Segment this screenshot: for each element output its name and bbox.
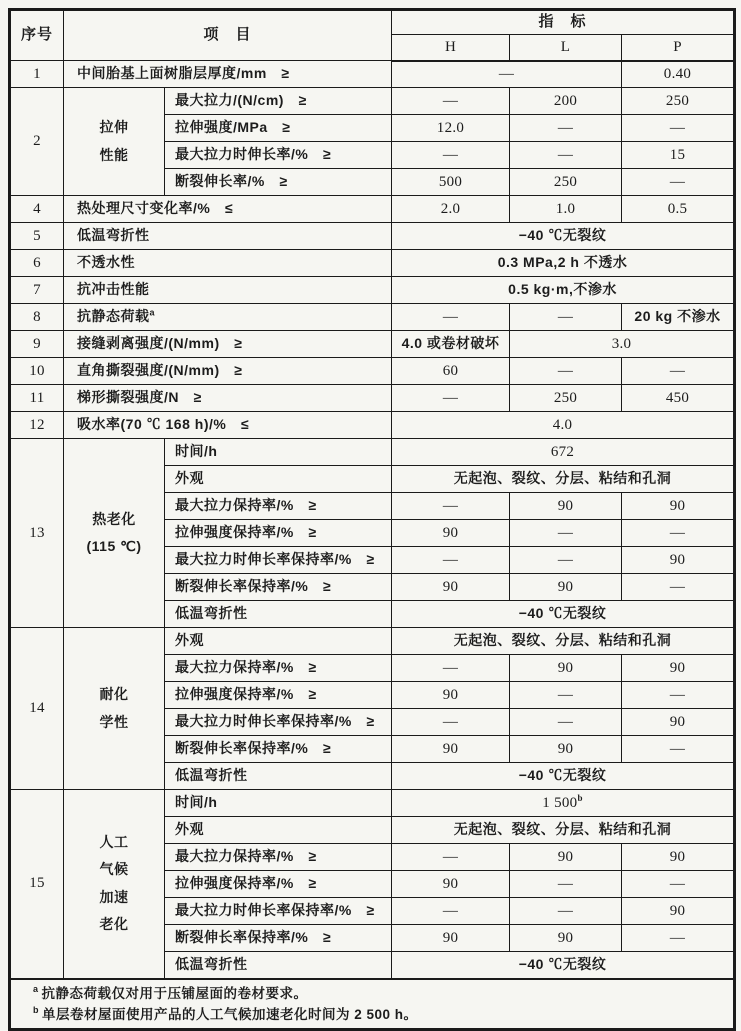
header-index: 指 标	[392, 10, 735, 35]
value-cell-h: 12.0	[392, 115, 510, 142]
value-cell-h: 90	[392, 520, 510, 547]
table-row	[10, 331, 735, 358]
value-cell-h: —	[392, 898, 510, 925]
table-row	[10, 223, 735, 250]
value-cell-l: —	[510, 304, 622, 331]
value-cell-p: 0.40	[622, 61, 735, 88]
value-cell-l: —	[510, 547, 622, 574]
category-line: 性能	[99, 146, 129, 163]
item-cell: 时间/h	[165, 439, 392, 466]
footnote-b-marker: b	[33, 1005, 39, 1015]
value-cell-all: −40 ℃无裂纹	[392, 601, 735, 628]
item-cell: 拉伸强度保持率/% ≥	[165, 871, 392, 898]
item-cell: 拉伸强度/MPa ≥	[165, 115, 392, 142]
value-cell-p: —	[622, 871, 735, 898]
item-cell: 拉伸强度保持率/% ≥	[165, 520, 392, 547]
header-item: 项 目	[64, 10, 392, 61]
value-cell-all: 0.3 MPa,2 h 不透水	[392, 250, 735, 277]
footnote-a-marker: a	[33, 984, 39, 994]
value-cell-p: —	[622, 925, 735, 952]
value-cell-p: —	[622, 682, 735, 709]
item-cell: 低温弯折性	[165, 763, 392, 790]
item-cell: 时间/h	[165, 790, 392, 817]
footnote-row	[10, 979, 735, 1030]
value-cell-h: 90	[392, 574, 510, 601]
item-cell: 中间胎基上面树脂层厚度/mm ≥	[64, 61, 392, 88]
value-cell-h: —	[392, 385, 510, 412]
value-cell-p: 15	[622, 142, 735, 169]
category-line: 老化	[99, 916, 129, 933]
category-line: 人工	[99, 834, 129, 851]
table-row	[10, 385, 735, 412]
value-cell-p: —	[622, 574, 735, 601]
footnote-a-text: 抗静态荷载仅对用于压铺屋面的卷材要求。	[41, 985, 308, 1001]
value-cell-p: —	[622, 736, 735, 763]
item-cell: 最大拉力时伸长率保持率/% ≥	[165, 709, 392, 736]
table-row	[10, 439, 735, 466]
value-cell-h: —	[392, 709, 510, 736]
item-cell: 最大拉力/(N/cm) ≥	[165, 88, 392, 115]
seq-cell: 8	[10, 304, 64, 331]
table-row	[10, 358, 735, 385]
seq-cell: 9	[10, 331, 64, 358]
value-cell-l: —	[510, 358, 622, 385]
category-line: 耐化	[99, 686, 129, 703]
header-seq: 序号	[10, 10, 64, 61]
value-cell-h: —	[392, 844, 510, 871]
seq-cell: 15	[10, 790, 64, 979]
seq-cell: 6	[10, 250, 64, 277]
value-cell-p: 90	[622, 655, 735, 682]
item-cell: 外观	[165, 466, 392, 493]
item-cell: 梯形撕裂强度/N ≥	[64, 385, 392, 412]
seq-cell: 1	[10, 61, 64, 88]
category-line: 拉伸	[99, 119, 129, 136]
value-cell-hl: —	[392, 61, 622, 88]
table-row	[10, 628, 735, 655]
value-cell-p: 250	[622, 88, 735, 115]
value-cell-h: 2.0	[392, 196, 510, 223]
seq-cell: 2	[10, 88, 64, 196]
value-cell-all: 无起泡、裂纹、分层、粘结和孔洞	[392, 466, 735, 493]
value-cell-h: 90	[392, 736, 510, 763]
value-cell-p: 450	[622, 385, 735, 412]
value-cell-all: 4.0	[392, 412, 735, 439]
value-cell-p: 0.5	[622, 196, 735, 223]
item-cell: 直角撕裂强度/(N/mm) ≥	[64, 358, 392, 385]
value-cell-all: 672	[392, 439, 735, 466]
value-cell-all: 无起泡、裂纹、分层、粘结和孔洞	[392, 628, 735, 655]
item-cell: 吸水率(70 ℃ 168 h)/% ≤	[64, 412, 392, 439]
item-cell	[64, 304, 392, 331]
value-cell-l: 90	[510, 655, 622, 682]
footnote-area	[10, 979, 735, 1030]
item-cell: 接缝剥离强度/(N/mm) ≥	[64, 331, 392, 358]
category-cell	[64, 439, 165, 628]
value-cell-h: —	[392, 88, 510, 115]
item-label: 抗静态荷载	[77, 308, 150, 325]
value-cell-l: —	[510, 871, 622, 898]
item-cell: 最大拉力保持率/% ≥	[165, 655, 392, 682]
seq-cell: 11	[10, 385, 64, 412]
value-cell-l: 90	[510, 574, 622, 601]
table-row	[10, 88, 735, 115]
header-row-1	[10, 10, 735, 35]
item-cell: 低温弯折性	[165, 601, 392, 628]
item-cell: 不透水性	[64, 250, 392, 277]
seq-cell: 12	[10, 412, 64, 439]
item-cell: 断裂伸长率保持率/% ≥	[165, 925, 392, 952]
value-cell-h: —	[392, 304, 510, 331]
value-cell-all: −40 ℃无裂纹	[392, 763, 735, 790]
header-grade-p: P	[622, 35, 735, 61]
value-cell-all	[392, 790, 735, 817]
category-line: 气候	[99, 861, 129, 878]
value-cell-l: 250	[510, 169, 622, 196]
value-cell-h: 500	[392, 169, 510, 196]
table-row	[10, 196, 735, 223]
table-row	[10, 277, 735, 304]
value-cell-h: —	[392, 493, 510, 520]
item-cell: 低温弯折性	[64, 223, 392, 250]
value-cell-h: 90	[392, 871, 510, 898]
value-cell-l: —	[510, 115, 622, 142]
spec-table	[8, 8, 736, 1031]
footnote-b-text: 单层卷材屋面使用产品的人工气候加速老化时间为 2 500 h。	[42, 1006, 418, 1022]
header-grade-h: H	[392, 35, 510, 61]
value-cell-l: 90	[510, 844, 622, 871]
item-cell: 外观	[165, 817, 392, 844]
item-cell: 断裂伸长率保持率/% ≥	[165, 574, 392, 601]
value-cell-h: —	[392, 655, 510, 682]
value-cell-lp: 3.0	[510, 331, 735, 358]
category-cell	[64, 88, 165, 196]
item-cell: 断裂伸长率/% ≥	[165, 169, 392, 196]
value-cell-l: 200	[510, 88, 622, 115]
seq-cell: 7	[10, 277, 64, 304]
value-cell-l: —	[510, 142, 622, 169]
item-cell: 最大拉力保持率/% ≥	[165, 493, 392, 520]
value-cell-h: 90	[392, 682, 510, 709]
seq-cell: 5	[10, 223, 64, 250]
item-cell: 热处理尺寸变化率/% ≤	[64, 196, 392, 223]
value-cell-l: 250	[510, 385, 622, 412]
value-cell-p: 90	[622, 844, 735, 871]
value-cell-l: 1.0	[510, 196, 622, 223]
value-cell-p: —	[622, 358, 735, 385]
table-row	[10, 790, 735, 817]
value-cell-p: —	[622, 169, 735, 196]
item-cell: 最大拉力保持率/% ≥	[165, 844, 392, 871]
value-cell-h: —	[392, 547, 510, 574]
item-cell: 外观	[165, 628, 392, 655]
item-cell: 最大拉力时伸长率/% ≥	[165, 142, 392, 169]
table-row	[10, 412, 735, 439]
category-line: (115 ℃)	[86, 538, 142, 554]
footnote-a	[33, 983, 727, 1004]
value-cell-l: 90	[510, 925, 622, 952]
value-cell-h: —	[392, 142, 510, 169]
category-cell	[64, 628, 165, 790]
value-cell-p: 90	[622, 493, 735, 520]
seq-cell: 14	[10, 628, 64, 790]
value-cell-p: —	[622, 115, 735, 142]
category-cell	[64, 790, 165, 979]
value-cell-p: —	[622, 520, 735, 547]
seq-cell: 13	[10, 439, 64, 628]
value-cell-p: 20 kg 不渗水	[622, 304, 735, 331]
item-cell: 最大拉力时伸长率保持率/% ≥	[165, 898, 392, 925]
footnote-ref-a: a	[149, 307, 156, 318]
category-line: 学性	[99, 713, 129, 730]
value-cell-l: 90	[510, 736, 622, 763]
value-cell-p: 90	[622, 547, 735, 574]
header-grade-l: L	[510, 35, 622, 61]
seq-cell: 4	[10, 196, 64, 223]
item-cell: 最大拉力时伸长率保持率/% ≥	[165, 547, 392, 574]
value-cell-h: 90	[392, 925, 510, 952]
category-line: 热老化	[92, 510, 136, 527]
value-cell-l: —	[510, 520, 622, 547]
table-row	[10, 304, 735, 331]
value-cell-l: —	[510, 682, 622, 709]
category-line: 加速	[99, 888, 129, 905]
value-cell-p: 90	[622, 709, 735, 736]
value-cell-h: 4.0 或卷材破坏	[392, 331, 510, 358]
seq-cell: 10	[10, 358, 64, 385]
value-cell-l: —	[510, 898, 622, 925]
value-cell-all: −40 ℃无裂纹	[392, 952, 735, 979]
value-cell-all: 无起泡、裂纹、分层、粘结和孔洞	[392, 817, 735, 844]
item-cell: 拉伸强度保持率/% ≥	[165, 682, 392, 709]
item-cell: 低温弯折性	[165, 952, 392, 979]
footnote-ref-b: b	[577, 792, 583, 803]
value-cell-p: 90	[622, 898, 735, 925]
value-cell-all: 0.5 kg·m,不渗水	[392, 277, 735, 304]
value-cell-l: 90	[510, 493, 622, 520]
value-cell-l: —	[510, 709, 622, 736]
item-cell: 抗冲击性能	[64, 277, 392, 304]
value-cell-all: −40 ℃无裂纹	[392, 223, 735, 250]
value-cell-h: 60	[392, 358, 510, 385]
item-cell: 断裂伸长率保持率/% ≥	[165, 736, 392, 763]
value-text: 1 500	[542, 794, 578, 811]
footnote-b	[33, 1004, 727, 1025]
table-row	[10, 61, 735, 88]
table-row	[10, 250, 735, 277]
